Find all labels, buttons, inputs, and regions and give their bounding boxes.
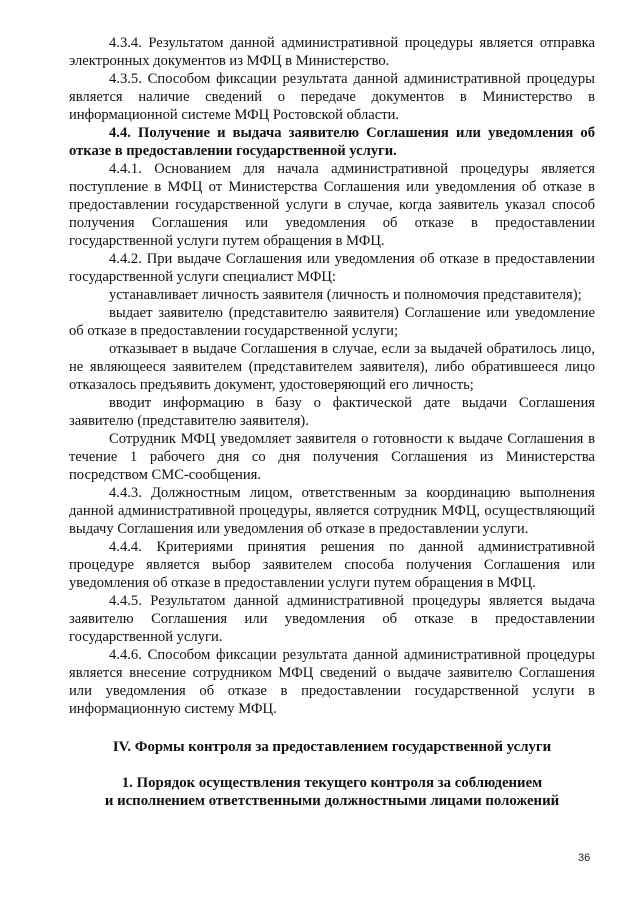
document-page — [69, 34, 595, 810]
subsection-heading-line1: 1. Порядок осуществления текущего контроля за соблюдением — [121, 775, 543, 791]
subsection-heading — [69, 774, 595, 810]
paragraph: 4.4. Получение и выдача заявителю Соглашения или уведомления об отказе в предоставлении государственной услуги. — [69, 125, 595, 159]
paragraph: 4.4.3. Должностным лицом, ответственным за координацию выполнения данной административной процедуры, является сотрудник МФЦ, осуществляющий выдачу Соглашения или уведомления об отказе в предоставлении услуги. — [69, 485, 595, 537]
paragraph: вводит информацию в базу о фактической дате выдачи Соглашения заявителю (представителю заявителя). — [69, 395, 595, 429]
paragraph: 4.4.1. Основанием для начала административной процедуры является поступление в МФЦ от Министерства Соглашения или уведомления об отказе в предоставлении государственной услуги в случае, когда заявитель указал способ получения Соглашения или уведомления об отказе в предоставлении государственной услуги путем обращения в МФЦ. — [69, 161, 595, 249]
paragraph: 4.4.4. Критериями принятия решения по данной административной процедуре является выбор заявителем способа получения Соглашения или уведомления об отказе в предоставлении услуги путем обращения в МФЦ. — [69, 539, 595, 591]
paragraph: Сотрудник МФЦ уведомляет заявителя о готовности к выдаче Соглашения в течение 1 рабочего дня со дня получения Соглашения из Министерства посредством СМС-сообщения. — [69, 431, 595, 483]
paragraph: отказывает в выдаче Соглашения в случае, если за выдачей обратилось лицо, не являющееся заявителем (представителем заявителя), либо обратившееся лицо отказалось предъявить документ, удостоверяющий его личность; — [69, 341, 595, 393]
subsection-heading-line2: и исполнением ответственными должностными лицами положений — [104, 793, 560, 809]
body-text — [69, 34, 595, 718]
paragraph: 4.4.2. При выдаче Соглашения или уведомления об отказе в предоставлении государственной услуги специалист МФЦ: — [69, 251, 595, 285]
paragraph: устанавливает личность заявителя (личность и полномочия представителя); — [109, 287, 582, 303]
paragraph: 4.4.6. Способом фиксации результата данной административной процедуры является внесение сотрудником МФЦ сведений о выдаче заявителю Соглашения или уведомления об отказе в предоставлении государственной услуги в информационную систему МФЦ. — [69, 647, 595, 717]
paragraph: 4.4.5. Результатом данной административной процедуры является выдача заявителю Соглашения или уведомления об отказе в предоставлении государственной услуги. — [69, 593, 595, 645]
section-heading: IV. Формы контроля за предоставлением государственной услуги — [112, 739, 552, 755]
paragraph: выдает заявителю (представителю заявителя) Соглашение или уведомление об отказе в предоставлении государственной услуги; — [69, 305, 595, 339]
page-number: 36 — [578, 852, 591, 864]
paragraph: 4.3.4. Результатом данной административной процедуры является отправка электронных документов из МФЦ в Министерство. — [69, 35, 595, 69]
paragraph: 4.3.5. Способом фиксации результата данной административной процедуры является наличие сведений о передаче документов в Министерство в информационной системе МФЦ Ростовской области. — [69, 71, 595, 123]
